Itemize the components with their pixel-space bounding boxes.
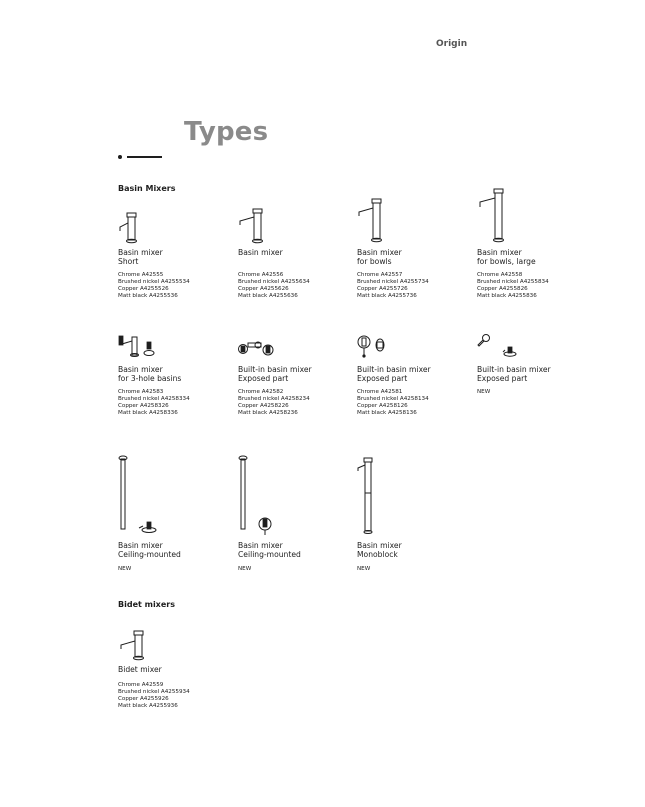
section-heading-bidet: Bidet mixers <box>118 600 175 609</box>
product-variant: Ceiling-mounted <box>118 550 181 559</box>
section-heading-basin: Basin Mixers <box>118 184 176 193</box>
bidet-mixer-icon <box>118 628 158 664</box>
product-variant: Ceiling-mounted <box>238 550 301 559</box>
short-basin-mixer-icon <box>118 208 158 248</box>
product-variant: Monoblock <box>357 550 398 559</box>
product-name: Basin mixer <box>357 541 402 550</box>
bowl-basin-mixer-icon <box>357 196 397 244</box>
product-name: Basin mixer <box>238 541 283 550</box>
ceiling-spout-round-plate-icon <box>238 455 286 537</box>
ceiling-spout-mixer-icon <box>118 455 166 537</box>
three-hole-mixer-icon <box>118 333 166 359</box>
product-codes: NEW <box>357 566 371 572</box>
product-codes: Chrome A42582 Brushed nickel A4258234 Copper A4258226 Matt black A4258236 <box>238 389 310 416</box>
product-codes: NEW <box>238 566 252 572</box>
built-in-mixer-round-icon <box>357 333 397 359</box>
product-name: Basin mixer <box>357 248 402 257</box>
product-name: Bidet mixer <box>118 665 162 674</box>
product-codes: Chrome A42558 Brushed nickel A4255834 Copper A4255826 Matt black A4255836 <box>477 272 549 299</box>
product-codes: Chrome A42583 Brushed nickel A4258334 Copper A4258326 Matt black A4258336 <box>118 389 190 416</box>
product-codes: Chrome A42556 Brushed nickel A4255634 Copper A4255626 Matt black A4255636 <box>238 272 310 299</box>
product-name: Built-in basin mixer <box>477 365 551 374</box>
large-bowl-basin-mixer-icon <box>477 186 517 244</box>
product-codes: NEW <box>477 389 491 395</box>
product-codes: Chrome A42557 Brushed nickel A4255734 Copper A4255726 Matt black A4255736 <box>357 272 429 299</box>
product-codes: Chrome A42559 Brushed nickel A4255934 Copper A4255926 Matt black A4255936 <box>118 682 190 709</box>
product-name: Basin mixer <box>118 248 163 257</box>
product-variant: for bowls, large <box>477 257 536 266</box>
product-name: Basin mixer <box>238 248 283 257</box>
product-variant: Short <box>118 257 139 266</box>
title-underline <box>118 155 162 159</box>
product-variant: for 3-hole basins <box>118 374 182 383</box>
brand-name: Origin <box>436 39 468 49</box>
product-codes: Chrome A42555 Brushed nickel A4255534 Copper A4255526 Matt black A4255536 <box>118 272 190 299</box>
built-in-mixer-icon <box>238 333 286 359</box>
product-codes: Chrome A42581 Brushed nickel A4258134 Copper A4258126 Matt black A4258136 <box>357 389 429 416</box>
product-codes: NEW <box>118 566 132 572</box>
page-title: Types <box>184 117 269 147</box>
product-name: Basin mixer <box>477 248 522 257</box>
product-name: Built-in basin mixer <box>238 365 312 374</box>
product-variant: for bowls <box>357 257 392 266</box>
basin-mixer-icon <box>238 206 278 246</box>
product-name: Basin mixer <box>118 365 163 374</box>
product-variant: Exposed part <box>238 374 289 383</box>
built-in-mixer-wall-spout-icon <box>477 333 525 359</box>
product-variant: Exposed part <box>357 374 408 383</box>
product-variant: Exposed part <box>477 374 528 383</box>
product-name: Basin mixer <box>118 541 163 550</box>
product-name: Built-in basin mixer <box>357 365 431 374</box>
monoblock-mixer-icon <box>357 455 397 537</box>
